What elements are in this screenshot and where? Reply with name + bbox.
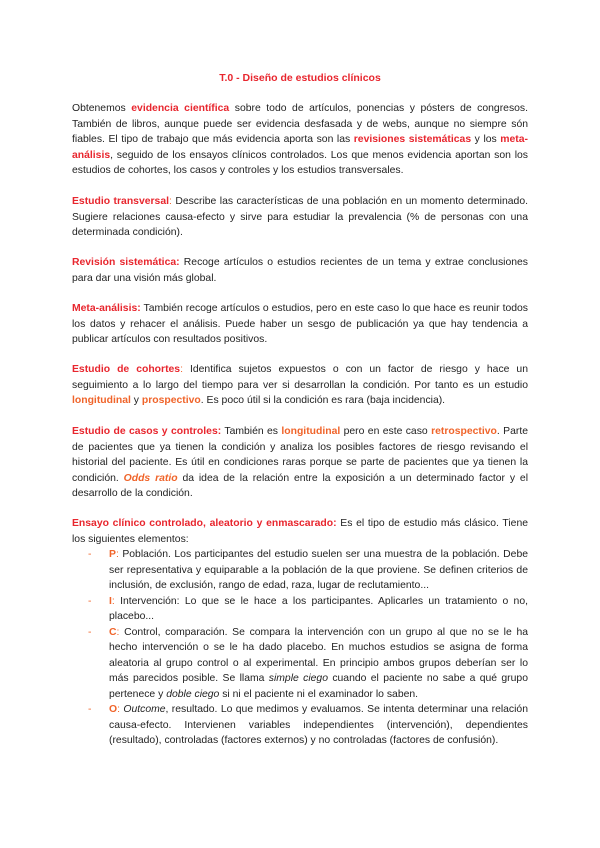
intro-paragraph (72, 101, 528, 179)
section-meta-analisis (72, 301, 528, 348)
highlight-meta-analisis: meta-análisis (72, 134, 528, 161)
list-item-o (88, 702, 528, 749)
casos-text-2: pero en este caso (340, 426, 432, 437)
list-item-i (88, 594, 528, 625)
list-item-p (88, 547, 528, 594)
pico-separator: : (115, 549, 119, 560)
pico-letter-c: C (109, 626, 117, 638)
intro-text-1: Obtenemos (72, 103, 132, 114)
term-doble-ciego: doble ciego (166, 688, 220, 700)
section-ensayo-clinico (72, 516, 528, 547)
pico-text-p: Población. Los participantes del estudio suelen ser una muestra de la población. Debe ser representativa y equiparable a la población de la que proviene. Se definen criterios de inclusión, de exclusión, rango de edad, raza, lugar de reclutamiento... (109, 549, 528, 591)
ensayo-text: Es el tipo de estudio más clásico. Tiene los siguientes elementos: (72, 518, 528, 545)
pico-separator: : (117, 704, 120, 715)
term-meta-analisis: Meta-análisis: (72, 303, 141, 314)
intro-text-3: y los (471, 134, 501, 145)
pico-text-c-3: si ni el paciente ni el examinador lo saben. (219, 688, 419, 700)
highlight-longitudinal: longitudinal (281, 426, 341, 437)
pico-text-c-2: cuando el paciente no sabe a qué grupo pertenece y (109, 673, 528, 700)
term-ensayo-clinico: Ensayo clínico controlado, aleatorio y enmascarado: (72, 518, 337, 529)
bullet-dash: - (88, 595, 92, 607)
bullet-dash: - (88, 704, 92, 715)
term-separator: : (180, 364, 183, 375)
intro-text-2: sobre todo de artículos, ponencias y pósters de congresos. También de libros, aunque puede ser evidencia desfasada y de webs, aunque no siempre són fiables. El tipo de trabajo que más evidencia aporta son las (72, 103, 529, 145)
term-estudio-transversal: Estudio transversal (72, 196, 169, 207)
pico-letter-i: I (109, 595, 112, 607)
meta-text: También recoge artículos o estudios, pero en este caso lo que hace es reunir todos los datos y rehacer el análisis. Puede haber un sesgo de publicación ya que hay tendencia a publicar artículos con resultados positivos. (72, 303, 528, 345)
term-separator: : (169, 196, 172, 207)
pico-text-i: Intervención: Lo que se le hace a los participantes. Aplicarles un tratamiento o no, placebo... (109, 595, 528, 622)
cohortes-text-2: y (130, 395, 142, 406)
bullet-dash: - (88, 626, 92, 638)
intro-text-4: , seguido de los ensayos clínicos controlados. Los que menos evidencia aportan son los estudios de cohortes, los casos y controles y los estudios transversales. (72, 149, 528, 176)
list-item-c (88, 625, 528, 703)
term-revision-sistematica: Revisión sistemática: (72, 257, 180, 268)
pico-letter-p: P (109, 549, 116, 560)
highlight-prospectivo: prospectivo (141, 395, 201, 406)
highlight-odds-ratio: Odds ratio (123, 472, 178, 484)
section-estudio-cohortes (72, 362, 528, 409)
section-revision-sistematica (72, 255, 528, 286)
casos-text-1: También es (221, 426, 282, 437)
casos-text-3: . Parte de pacientes que ya tienen la condición y analiza los posibles factores de riesgo revisando el historial del paciente. Es útil en condiciones raras porque se parte de pacientes que ya tienen la condición. (72, 426, 528, 484)
transversal-text: Describe las características de una población en un momento determinado. Sugiere relaciones causa-efecto y sirve para estudiar la prevalencia (% de personas con una determinada condición). (72, 196, 528, 238)
term-simple-ciego: simple ciego (268, 673, 328, 684)
cohortes-text-3: . Es poco útil si la condición es rara (baja incidencia). (200, 395, 446, 406)
pico-list (88, 547, 528, 749)
bullet-dash: - (88, 549, 92, 560)
revision-text: Recoge artículos o estudios recientes de un tema y extrae conclusiones para dar una visión más global. (72, 257, 528, 284)
section-casos-controles (72, 424, 528, 502)
pico-text-o: , resultado. Lo que medimos y evaluamos. Se intenta determinar una relación causa-efecto. Intervienen variables independientes (intervención), dependientes (resultado), controladas (factores externos) y no controladas (factores de confusión). (109, 704, 528, 746)
term-outcome: Outcome (123, 704, 166, 715)
page-title: T.0 - Diseño de estudios clínicos (219, 72, 381, 84)
section-estudio-transversal (72, 194, 528, 241)
pico-separator: : (116, 626, 120, 638)
term-casos-controles: Estudio de casos y controles: (72, 426, 222, 437)
highlight-longitudinal: longitudinal (72, 395, 131, 406)
highlight-evidencia-cientifica: evidencia científica (131, 103, 230, 114)
pico-text-c-1: Control, comparación. Se compara la intervención con un grupo al que no se le ha hecho intervención o se le ha dado placebo. En muchos estudios se asigna de forma aleatoria al grupo control o al experimental. En principio ambos grupos deberían ser lo más parecidos posible. Se llama (109, 626, 528, 684)
term-estudio-cohortes: Estudio de cohortes (72, 364, 181, 375)
pico-separator: : (111, 595, 115, 607)
cohortes-text-1: Identifica sujetos expuestos o con un factor de riesgo y hace un seguimiento a lo largo del tiempo para ver si desarrollan la condición. Por tanto es un estudio (72, 364, 528, 391)
pico-letter-o: O (109, 704, 118, 715)
highlight-retrospectivo: retrospectivo (431, 426, 497, 437)
casos-text-4: da idea de la relación entre la exposición a un determinado factor y el desarrollo de la condición. (72, 472, 529, 499)
highlight-revisiones-sistematicas: revisiones sistemáticas (353, 134, 472, 145)
